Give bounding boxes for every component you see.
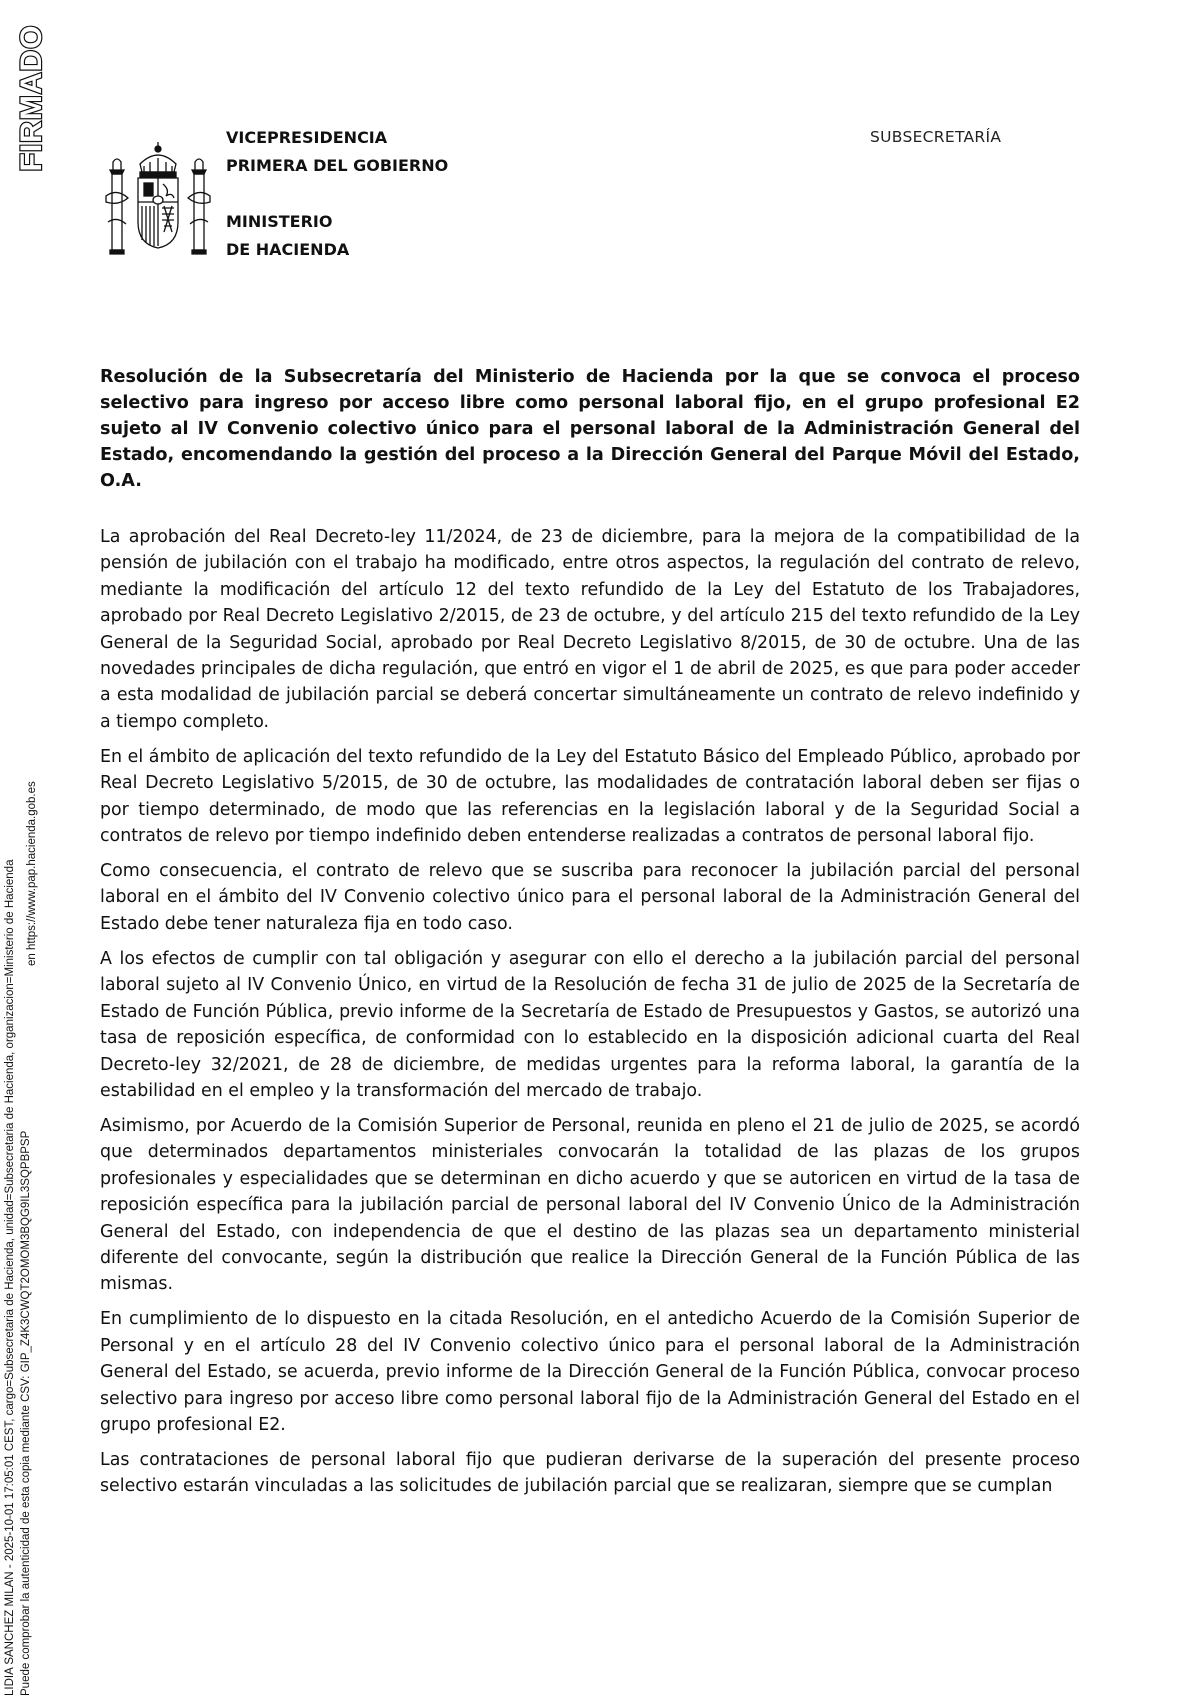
paragraph: En cumplimiento de lo dispuesto en la citada Resolución, en el antedicho Acuerdo de la Comisión Superior de Personal y en el artículo 28 del IV Convenio colectivo único para el personal laboral de la Administración General del Estado, se acuerda, previo informe de la Dirección General de la Función Pública, convocar proceso selectivo para ingreso por acceso libre como personal laboral fijo de la Administración General del Estado en el grupo profesional E2. xyxy=(100,1309,1080,1435)
coat-of-arms-icon xyxy=(104,140,212,260)
paragraph: Como consecuencia, el contrato de relevo que se suscriba para reconocer la jubilación parcial del personal laboral en el ámbito del IV Convenio colectivo único para el personal laboral de la Administración General del Estado debe tener naturaleza fija en todo caso. xyxy=(100,861,1080,934)
firmado-stamp xyxy=(12,8,48,188)
resolution-title: Resolución de la Subsecretaría del Ministerio de Hacienda por la que se convoca el proceso selectivo para ingreso por acceso libre como personal laboral fijo, en el grupo profesional E2 sujeto al IV Convenio colectivo único para el personal laboral de la Administración General del Estado, encomendando la gestión del proceso a la Dirección General del Parque Móvil del Estado, O.A. xyxy=(100,367,1080,491)
ministry-header xyxy=(226,124,448,264)
paragraph: La aprobación del Real Decreto-ley 11/2024, de 23 de diciembre, para la mejora de la compatibilidad de la pensión de jubilación con el trabajo ha modificado, entre otros aspectos, la regulación del contrato de relevo, mediante la modificación del artículo 12 del texto refundido de la Ley del Estatuto de los Trabajadores, aprobado por Real Decreto Legislativo 2/2015, de 23 de octubre, y del artículo 215 del texto refundido de la Ley General de la Seguridad Social, aprobado por Real Decreto Legislativo 8/2015, de 30 de octubre. Una de las novedades principales de dicha regulación, que entró en vigor el 1 de abril de 2025, es que para poder acceder a esta modalidad de jubilación parcial se deberá concertar simultáneamente un contrato de relevo indefinido y a tiempo completo. xyxy=(100,527,1080,732)
paragraph: En el ámbito de aplicación del texto refundido de la Ley del Estatuto Básico del Empleado Público, aprobado por Real Decreto Legislativo 5/2015, de 30 de octubre, las modalidades de contratación laboral deben ser fijas o por tiempo determinado, de modo que las referencias en la legislación laboral y de la Seguridad Social a contratos de relevo por tiempo indefinido deben entenderse realizadas a contratos de personal laboral fijo. xyxy=(100,746,1080,847)
ministry-line: DE HACIENDA xyxy=(226,240,350,259)
paragraph: Asimismo, por Acuerdo de la Comisión Superior de Personal, reunida en pleno el 21 de julio de 2025, se acordó que determinados departamentos ministeriales convocarán la totalidad de las plazas de los grupos profesionales y especialidades que se determinan en dicho acuerdo y que se autoricen en virtud de la tasa de reposición específica para la jubilación parcial de personal laboral del IV Convenio Único de la Administración General del Estado, con independencia de que el destino de las plazas sea un departamento ministerial diferente del convocante, según la distribución que realice la Dirección General de la Función Pública de las mismas. xyxy=(100,1115,1080,1295)
signature-line: LIDIA SANCHEZ MILAN - 2025-10-01 17:05:01 CEST, cargo=Subsecretaria de Hacienda, unidad=Subsecretaria de Hacienda, organizacion=Ministerio de Hacienda xyxy=(4,859,16,1696)
paragraph: Las contrataciones de personal laboral fijo que pudieran derivarse de la superación del presente proceso selectivo estarán vinculadas a las solicitudes de jubilación parcial que se realizaran, siempre que se cumplan xyxy=(100,1449,1080,1497)
department-label: SUBSECRETARÍA xyxy=(870,128,1002,146)
verification-url[interactable]: en https://www.pap.hacienda.gob.es xyxy=(26,781,38,966)
paragraph: A los efectos de cumplir con tal obligación y asegurar con ello el derecho a la jubilación parcial del personal laboral sujeto al IV Convenio Único, en virtud de la Resolución de fecha 31 de julio de 2025 de la Secretaría de Estado de Función Pública, previo informe de la Secretaría de Estado de Presupuestos y Gastos, se autorizó una tasa de reposición específica, de conformidad con lo establecido en la disposición adicional cuarta del Real Decreto-ley 32/2021, de 28 de diciembre, de medidas urgentes para la reforma laboral, la garantía de la estabilidad en el empleo y la transformación del mercado de trabajo. xyxy=(100,948,1080,1101)
document-body xyxy=(100,524,1080,1508)
csv-verification-line: Puede comprobar la autenticidad de esta copia mediante CSV: GIP_Z4K3CWQT2OMOM3BQG9IL3SQPBPSP xyxy=(20,1130,32,1696)
ministry-line: MINISTERIO xyxy=(226,212,333,231)
ministry-line: PRIMERA DEL GOBIERNO xyxy=(226,156,449,175)
firmado-stamp-text: FIRMADO xyxy=(15,24,48,172)
ministry-line: VICEPRESIDENCIA xyxy=(226,128,388,147)
signature-margin xyxy=(2,656,38,1696)
